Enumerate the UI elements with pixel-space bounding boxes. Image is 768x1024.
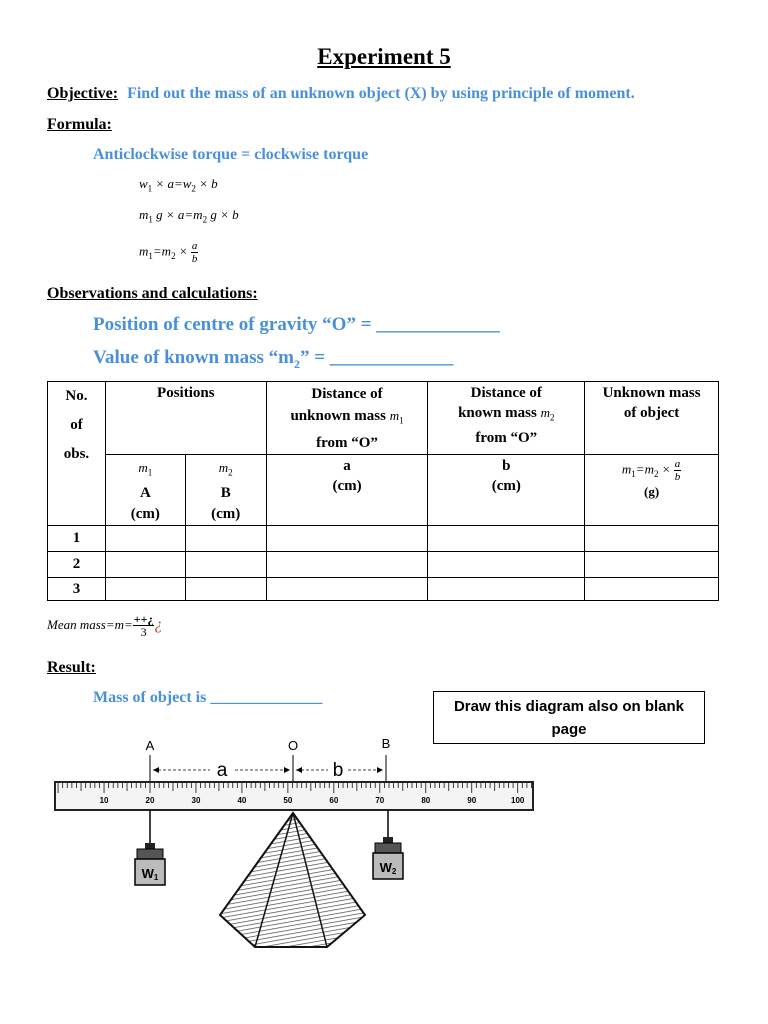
header-distance-unknown: Distance of unknown mass $m_1$ from “O” <box>266 382 428 455</box>
fulcrum-prism <box>220 813 365 947</box>
table-cell[interactable] <box>185 552 266 578</box>
balance-diagram <box>45 725 545 955</box>
table-cell[interactable] <box>266 578 428 601</box>
label-o: O <box>287 738 299 753</box>
ruler-tick-label: 60 <box>329 796 339 805</box>
table-cell[interactable] <box>105 578 185 601</box>
page-title: Experiment 5 <box>317 44 451 69</box>
result-label: Result: <box>47 659 96 676</box>
diagram-instruction-box: Draw this diagram also on blank page <box>433 691 705 744</box>
table-row <box>48 552 719 578</box>
formula-torque: Anticlockwise torque = clockwise torque <box>93 146 369 163</box>
table-cell[interactable] <box>266 552 428 578</box>
table-cell[interactable] <box>428 526 585 552</box>
ruler-tick-label: 70 <box>375 796 385 805</box>
table-cell[interactable] <box>585 578 719 601</box>
centre-of-gravity-line: Position of centre of gravity “O” = _____________ <box>93 314 500 335</box>
table-cell[interactable] <box>428 552 585 578</box>
label-dist-a: a <box>216 760 228 781</box>
ruler-tick-label: 40 <box>237 796 247 805</box>
ruler-tick-label: 50 <box>283 796 293 805</box>
table-cell[interactable] <box>185 578 266 601</box>
table-cell[interactable] <box>105 552 185 578</box>
header-unknown-mass: Unknown mass of object <box>585 382 719 455</box>
table-cell[interactable] <box>585 552 719 578</box>
row-number: 2 <box>48 552 106 578</box>
header-a-cm: a (cm) <box>266 454 428 526</box>
header-b-cm: b (cm) <box>428 454 585 526</box>
table-row <box>48 578 719 601</box>
ruler-tick-label: 30 <box>191 796 201 805</box>
label-dist-b: b <box>332 760 344 781</box>
header-position-a: $m_1$ A (cm) <box>105 454 185 526</box>
weight-w1-label: W1 <box>141 866 159 882</box>
result-text: Mass of object is ______________ <box>93 689 323 706</box>
header-formula-g: $m_1=m_2$ × $\frac{a}{b}$ (g) <box>585 454 719 526</box>
objective-label: Objective: <box>47 85 119 102</box>
formula-eq-3: $m_1=m_2$ × $\frac{a}{b}$ <box>139 240 198 265</box>
header-distance-known: Distance of known mass $m_2$ from “O” <box>428 382 585 455</box>
ruler-tick-label: 100 <box>511 796 525 805</box>
formula-eq-2: $m_1$ $g \times a=m_2$ g × b <box>139 207 239 225</box>
table-cell[interactable] <box>428 578 585 601</box>
header-no-of-obs: No. of obs. <box>48 382 106 526</box>
header-positions: Positions <box>105 382 266 455</box>
row-number: 1 <box>48 526 106 552</box>
ruler-tick-label: 90 <box>467 796 477 805</box>
weight-w2-label: W2 <box>379 860 397 876</box>
table-cell[interactable] <box>266 526 428 552</box>
label-a: A <box>145 738 155 753</box>
known-mass-line: Value of known mass “$m_2$” = _____________ <box>93 347 454 371</box>
ruler-tick-label: 80 <box>421 796 431 805</box>
table-cell[interactable] <box>105 526 185 552</box>
table-row <box>48 526 719 552</box>
table-cell[interactable] <box>185 526 266 552</box>
formula-label: Formula: <box>47 116 112 133</box>
mean-mass-formula: Mean mass=m= $\frac{++¿}{3}$ ¿ <box>47 612 163 639</box>
ruler-tick-label: 20 <box>145 796 155 805</box>
header-position-b: $m_2$ B (cm) <box>185 454 266 526</box>
objective-text: Find out the mass of an unknown object (X) by using principle of moment. <box>127 85 635 102</box>
row-number: 3 <box>48 578 106 601</box>
table-cell[interactable] <box>585 526 719 552</box>
objective-line <box>47 85 635 103</box>
observations-label: Observations and calculations: <box>47 285 258 302</box>
label-b: B <box>381 736 391 751</box>
ruler-tick-label: 10 <box>99 796 109 805</box>
formula-eq-1: $w_1 \times a=w_2 \times b$ <box>139 176 218 194</box>
observations-table <box>47 381 719 601</box>
